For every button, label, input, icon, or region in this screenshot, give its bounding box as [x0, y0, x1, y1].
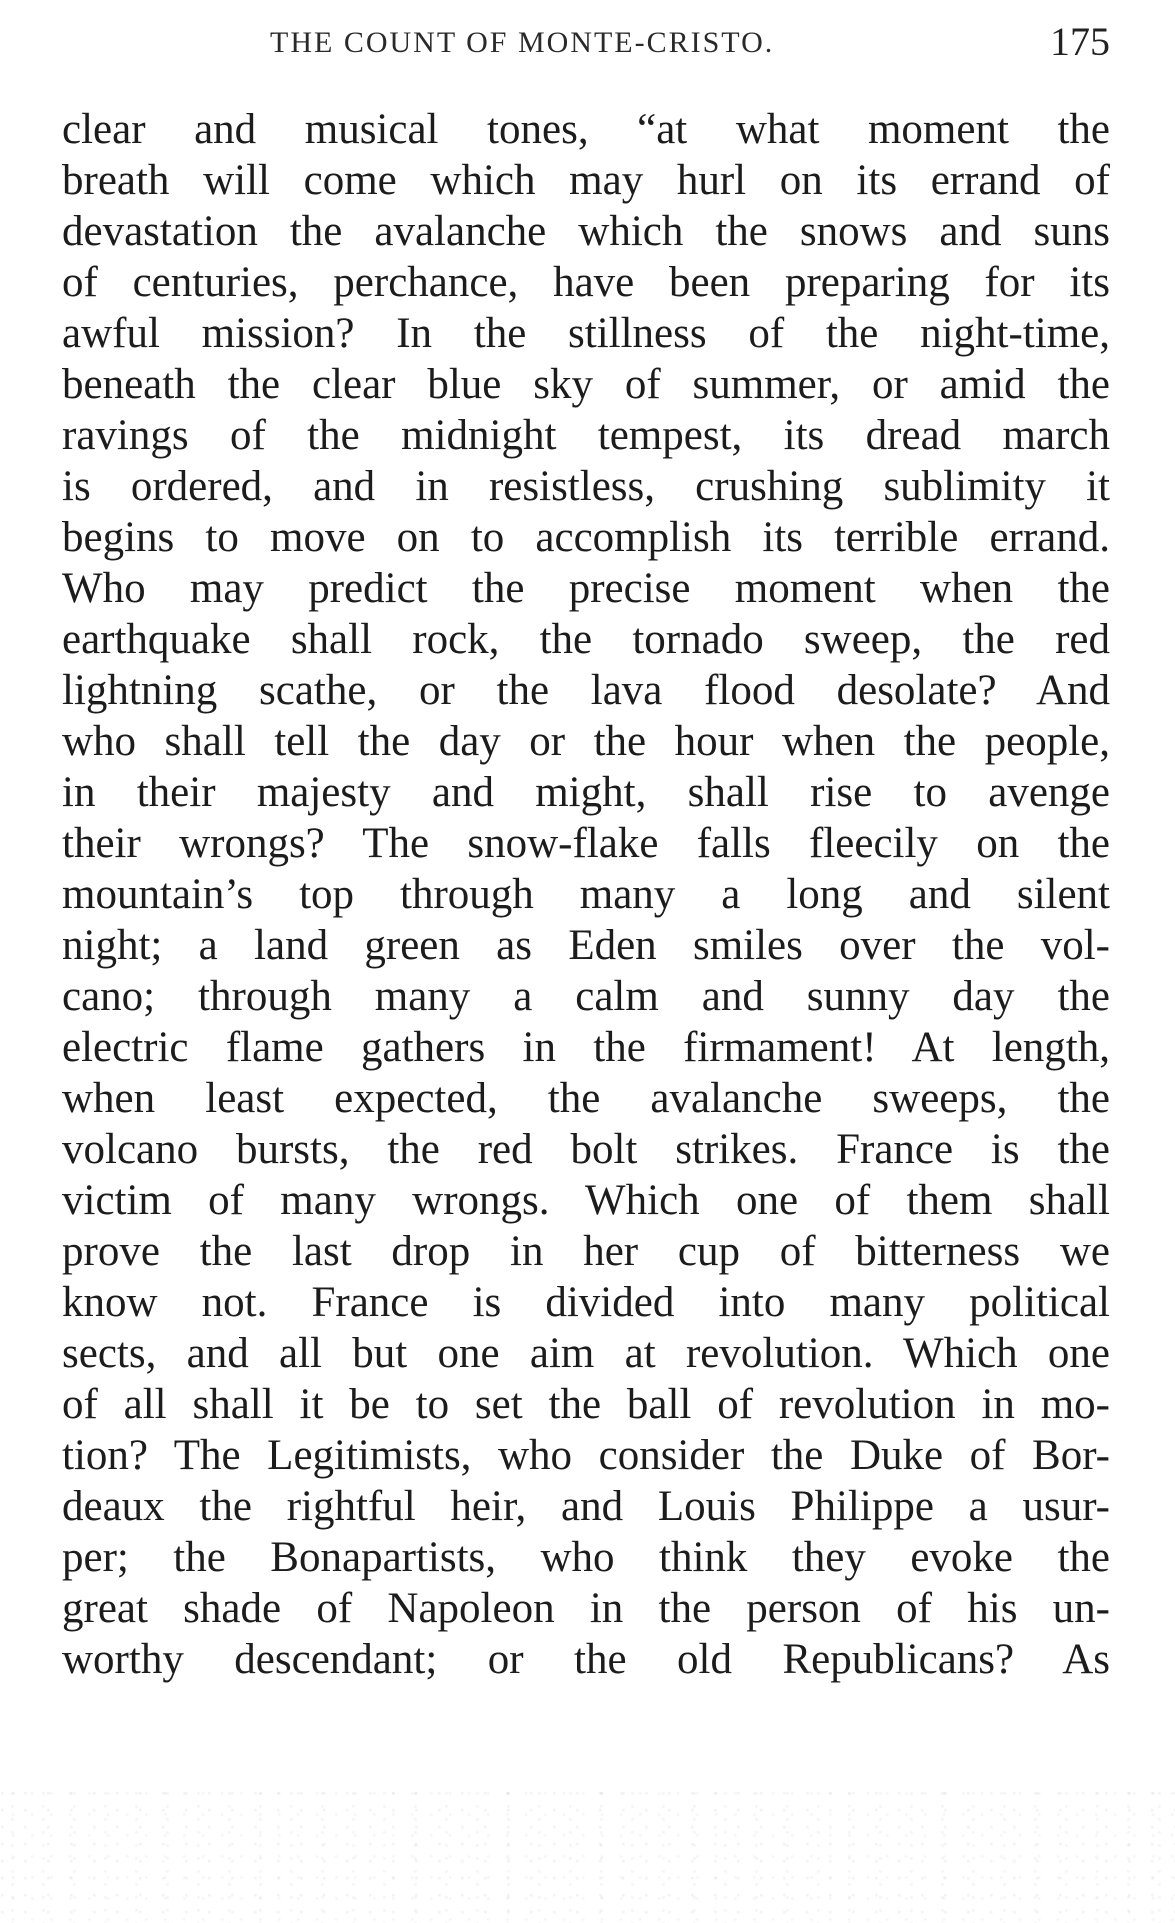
text-line: cano; through many a calm and sunny day the	[62, 973, 1110, 1020]
text-line: is ordered, and in resistless, crushing sublimity it	[62, 463, 1110, 510]
text-line: beneath the clear blue sky of summer, or amid the	[62, 361, 1110, 408]
text-line: night; a land green as Eden smiles over the vol-	[62, 922, 1110, 969]
text-line: begins to move on to accomplish its terrible errand.	[62, 514, 1110, 561]
text-line: volcano bursts, the red bolt strikes. France is the	[62, 1126, 1110, 1173]
text-line: awful mission? In the stillness of the night-time,	[62, 310, 1110, 357]
text-line: who shall tell the day or the hour when the people,	[62, 718, 1110, 765]
text-line: of centuries, perchance, have been preparing for its	[62, 259, 1110, 306]
text-line: electric flame gathers in the firmament! At length,	[62, 1024, 1110, 1071]
text-line: worthy descendant; or the old Republicans? As	[62, 1636, 1110, 1683]
text-line: lightning scathe, or the lava flood desolate? And	[62, 667, 1110, 714]
text-line: prove the last drop in her cup of bitterness we	[62, 1228, 1110, 1275]
text-line: sects, and all but one aim at revolution. Which one	[62, 1330, 1110, 1377]
running-head	[60, 16, 1110, 66]
text-line: Who may predict the precise moment when the	[62, 565, 1110, 612]
text-line: clear and musical tones, “at what moment the	[62, 106, 1110, 153]
text-line: tion? The Legitimists, who consider the Duke of Bor-	[62, 1432, 1110, 1479]
text-line: earthquake shall rock, the tornado sweep, the red	[62, 616, 1110, 663]
text-line: when least expected, the avalanche sweeps, the	[62, 1075, 1110, 1122]
body-text	[62, 104, 1110, 1685]
paper-speckle	[0, 1783, 1175, 1923]
text-line: know not. France is divided into many political	[62, 1279, 1110, 1326]
text-line: in their majesty and might, shall rise to avenge	[62, 769, 1110, 816]
text-line: devastation the avalanche which the snows and suns	[62, 208, 1110, 255]
text-line: breath will come which may hurl on its errand of	[62, 157, 1110, 204]
text-line: their wrongs? The snow-flake falls fleecily on the	[62, 820, 1110, 867]
text-line: deaux the rightful heir, and Louis Philippe a usur-	[62, 1483, 1110, 1530]
text-line: mountain’s top through many a long and silent	[62, 871, 1110, 918]
text-line: per; the Bonapartists, who think they evoke the	[62, 1534, 1110, 1581]
text-line: ravings of the midnight tempest, its dread march	[62, 412, 1110, 459]
page-number: 175	[1050, 19, 1110, 64]
text-line: of all shall it be to set the ball of revolution in mo-	[62, 1381, 1110, 1428]
running-title: THE COUNT OF MONTE-CRISTO.	[270, 26, 775, 59]
text-line: great shade of Napoleon in the person of his un-	[62, 1585, 1110, 1632]
text-line: victim of many wrongs. Which one of them shall	[62, 1177, 1110, 1224]
